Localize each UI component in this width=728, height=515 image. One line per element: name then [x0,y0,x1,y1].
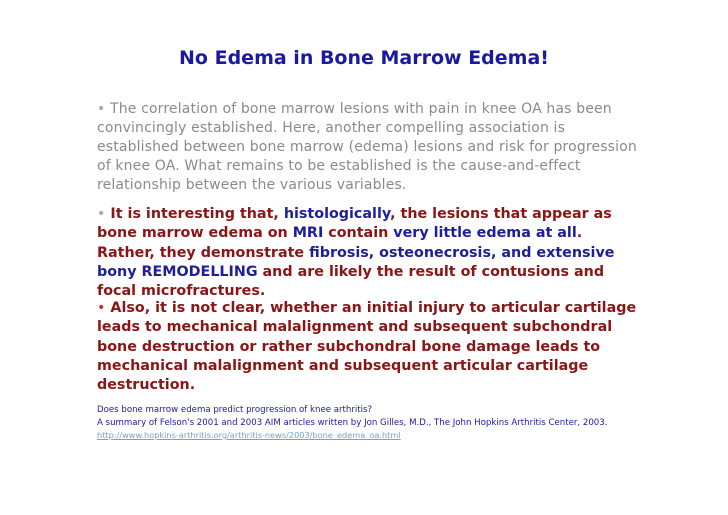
reference-link[interactable]: http://www.hopkins-arthritis.org/arthritis-news/2003/bone_edema_oa.html [97,430,401,440]
histology-text-4: . Rather, they demonstrate [97,225,583,261]
paragraph-cartilage [97,299,637,395]
paragraph-histology [97,205,637,301]
slide-title: No Edema in Bone Marrow Edema! [179,47,549,69]
highlight-fibrosis: fibrosis, osteonecrosis, and extensive bony REMODELLING [97,244,615,280]
paragraph-cartilage-text: Also, it is not clear, whether an initial injury to articular cartilage leads to mechanical malalignment and subsequent subchondral bone destruction or rather subchondral bone damage leads to mechanical malalignment and subsequent articular cartilage destruction. [97,300,637,394]
reference-title: Does bone marrow edema predict progression of knee arthritis? [97,405,373,415]
histology-text-2: , the lesions that appear as bone marrow edema on [97,206,612,242]
histology-text-1: It is interesting that, [105,206,284,222]
paragraph-correlation [97,100,637,195]
highlight-mri: MRI [292,225,324,242]
bullet-icon: • [97,101,106,117]
paragraph-correlation-text: The correlation of bone marrow lesions with pain in knee OA has been convincingly established. Here, another compelling association is established between bone marrow (edema) lesions and risk for progression of knee OA. What remains to be established is the cause-and-effect relationship between the various variables. [97,101,637,193]
reference-block [97,404,657,443]
highlight-little-edema: very little edema at all [393,225,577,242]
histology-text-5: and are likely the result of contusions and focal microfractures. [97,263,605,300]
bullet-icon: • [97,300,106,316]
highlight-histologically: histologically [283,206,391,222]
histology-text-3: contain [323,225,394,242]
bullet-icon: • [97,206,106,222]
reference-summary: A summary of Felson's 2001 and 2003 AIM articles written by Jon Gilles, M.D., The John Hopkins Arthritis Center, 2003. [97,417,608,428]
